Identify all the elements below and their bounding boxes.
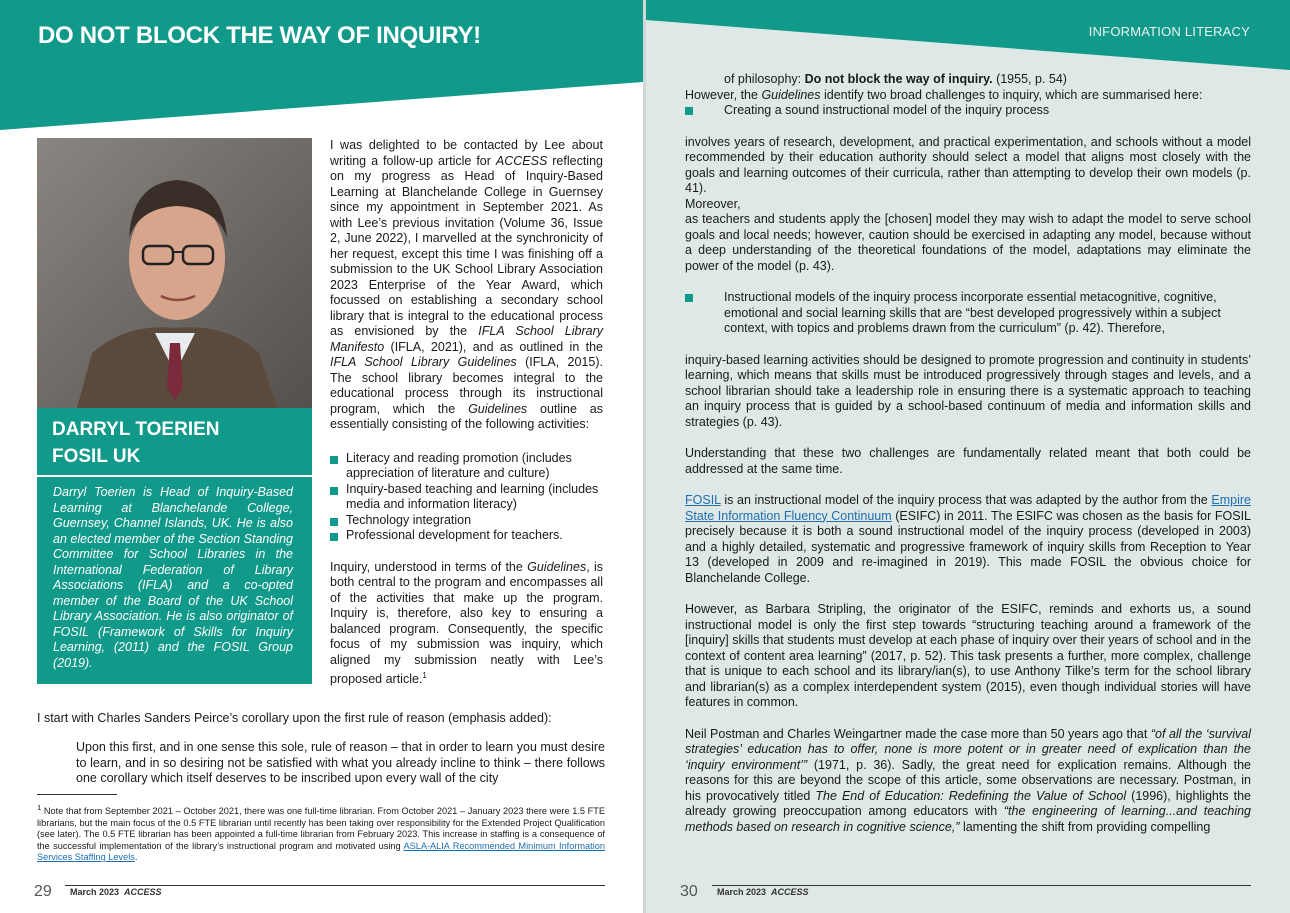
peirce-quote: Upon this first, and in one sense this sole, rule of reason – that in order to learn you must desire to learn, and in so desiring not be satisfied with what you already incline to think – there follows one corollary which itself deserves to be inscribed upon every wall of the city: [76, 740, 605, 785]
author-divider: [37, 475, 312, 477]
stripling-paragraph: However, as Barbara Stripling, the originator of the ESIFC, reminds and exhorts us, a sound instructional model is only the first step towards “structuring teaching around a framework of the [inquiry] skills that students must develop at each phase of inquiry over their years of school and in the context of content area learning” (2017, p. 52). This task presents a further, more complex, challenge that is unique to each school and its library/ian(s), to use Anthony Tilke’s term for the school library and librarian(s) as a complex interdependent system (2015), even though individual stories will have features in common.: [685, 602, 1251, 709]
bullet-square-icon: [685, 294, 693, 302]
challenge-item: Instructional models of the inquiry process incorporate essential metacognitive, cognitive, emotional and social learning skills that are “best developed progressively within a subject context, with topics and problems drawn from the curriculum” (p. 42). Therefore,: [685, 290, 1251, 337]
author-box: [37, 408, 312, 684]
intro-column: [330, 138, 603, 688]
page-29: [0, 0, 643, 913]
esifc-link[interactable]: Empire State Information Fluency Continuum: [685, 493, 1251, 523]
page-number: 29: [34, 883, 52, 900]
bullet-square-icon: [330, 456, 338, 464]
moreover-label: Moreover,: [685, 196, 741, 211]
activity-item: Professional development for teachers.: [330, 528, 603, 544]
however-paragraph: However, the Guidelines identify two broad challenges to inquiry, which are summarised here:: [685, 87, 1203, 102]
bullet-square-icon: [685, 107, 693, 115]
inquiry-paragraph: Inquiry, understood in terms of the Guidelines, is both central to the program and encompasses all of the activities that make up the program. Inquiry is, therefore, also key to ensuring a balanced program. Consequently, the specific focus of my submission was inquiry, which aligned my submission neatly with Lee’s proposed article.$^1$: [330, 559, 603, 687]
author-photo: [37, 138, 312, 408]
page-number: 30: [680, 883, 698, 900]
bullet-square-icon: [330, 533, 338, 541]
staffing-levels-link[interactable]: ASLA-ALIA Recommended Minimum Information Services Staffing Levels: [37, 840, 605, 863]
quote-ending: of philosophy: Do not block the way of inquiry. (1955, p. 54): [724, 72, 1067, 86]
understanding-paragraph: Understanding that these two challenges are fundamentally related meant that both could be addressed at the same time.: [685, 446, 1251, 476]
header-banner: [646, 0, 1290, 80]
activity-item: Inquiry-based teaching and learning (includes media and information literacy): [330, 482, 603, 513]
bullet-square-icon: [330, 487, 338, 495]
footer-issue: March 2023 ACCESS: [717, 887, 809, 897]
challenge-item: Creating a sound instructional model of the inquiry process: [685, 103, 1251, 119]
guidelines-quote-3: inquiry-based learning activities should be designed to promote progression and continuity in students’ learning, which means that skills must be introduced progressively through stages and levels, and a school librarian should take a leadership role in ensuring there is a systematic approach to teaching an inquiry process that is guided by a school-based continuum of media and information skills and strategies (p. 43).: [685, 352, 1251, 429]
guidelines-quote-2: as teachers and students apply the [chosen] model they may wish to adapt the model to serve school goals and local needs; however, caution should be exercised in adapting any model, because without a deep understanding of the theoretical foundations of the model, adaptations may eliminate the power of the model (p. 43).: [685, 212, 1251, 273]
postman-paragraph: Neil Postman and Charles Weingartner made the case more than 50 years ago that “of all the ‘survival strategies’ education has to offer, none is more potent or in greater need of explication than the ‘inquiry environment’” (1971, p. 36). Sadly, the great need for explication remains. Although the reasons for this are beyond the scope of this article, some observations are necessary. Postman, in his provocatively titled The End of Education: Redefining the Value of School (1996), highlights the already growing preoccupation among educators with “the engineering of learning...and teaching methods based on research in cognitive science,” lamenting the shift from providing compelling: [685, 726, 1251, 834]
activity-item: Technology integration: [330, 513, 603, 529]
fosil-paragraph: FOSIL is an instructional model of the inquiry process that was adapted by the author from the Empire State Information Fluency Continuum (ESIFC) in 2011. The ESIFC was chosen as the basis for FOSIL precisely because it is both a sound instructional model of the inquiry process (developed in 2003) and a highly detailed, systematic and progressive framework of inquiry skills from Reception to Year 13 (developed in 2009 and re-imagined in 2019). This made FOSIL the obvious choice for Blanchelande College.: [685, 493, 1251, 585]
footnote: $^1$ Note that from September 2021 – October 2021, there was one full-time librarian. From October 2021 – January 2023 there were 1.5 FTE librarians, but the main focus of the 0.5 FTE librarian until recently has been taking over responsibility for the Extended Project Qualification (see later). The 0.5 FTE librarian has been appointed a full-time librarian from February 2023. This increase in staffing is a consequence of the successful implementation of the library’s instructional program and motivated using ASLA-ALIA Recommended Minimum Information Services Staffing Levels.: [37, 803, 605, 863]
activity-item: Literacy and reading promotion (includes appreciation of literature and culture): [330, 451, 603, 482]
author-name: DARRYL TOERIEN: [52, 419, 220, 440]
peirce-intro: I start with Charles Sanders Peirce’s corollary upon the first rule of reason (emphasis added):: [37, 711, 552, 725]
article-title: DO NOT BLOCK THE WAY OF INQUIRY!: [38, 22, 481, 49]
footer-issue: March 2023 ACCESS: [70, 887, 162, 897]
footnote-rule: [37, 794, 117, 795]
intro-paragraph: I was delighted to be contacted by Lee about writing a follow-up article for ACCESS reflecting on my progress as Head of Inquiry-Based Learning at Blanchelande College in Guernsey since my appointment in September 2021. As with Lee’s previous invitation (Volume 36, Issue 2, June 2022), I marvelled at the synchronicity of her request, except this time I was finishing off a submission to the UK School Library Association 2023 Enterprise of the Year Award, which focussed on establishing a secondary school library that is integral to the educational process as envisioned by the IFLA School Library Manifesto (IFLA, 2021), and as outlined in the IFLA School Library Guidelines (IFLA, 2015). The school library becomes integral to the educational process through its instructional program, which the Guidelines outline as essentially consisting of the following activities:: [330, 138, 604, 431]
author-bio: Darryl Toerien is Head of Inquiry-Based Learning at Blanchelande College, Guernsey, Channel Islands, UK. He is also an elected member of the Section Standing Committee for School Libraries in the International Federation of Library Associations (IFLA) and a co-opted member of the Board of the UK School Library Association. He is also originator of FOSIL (Framework of Skills for Inquiry Learning, (2011) and the FOSIL Group (2019).: [53, 485, 293, 670]
fosil-link[interactable]: FOSIL: [685, 493, 721, 507]
page-30: [646, 0, 1290, 913]
footer-rule: [65, 885, 605, 886]
running-head: INFORMATION LITERACY: [1088, 24, 1250, 39]
guidelines-quote-1: involves years of research, development, and practical experimentation, and schools without a model recommended by their education authority should select a model that aligns most closely with the goals and learning outcomes of their curricula, rather than attempting to develop their own models (p. 41).: [685, 134, 1251, 195]
right-column: [685, 72, 1251, 835]
title-banner: [0, 0, 643, 135]
footer-rule: [712, 885, 1251, 886]
author-organisation: FOSIL UK: [52, 446, 141, 467]
bullet-square-icon: [330, 518, 338, 526]
